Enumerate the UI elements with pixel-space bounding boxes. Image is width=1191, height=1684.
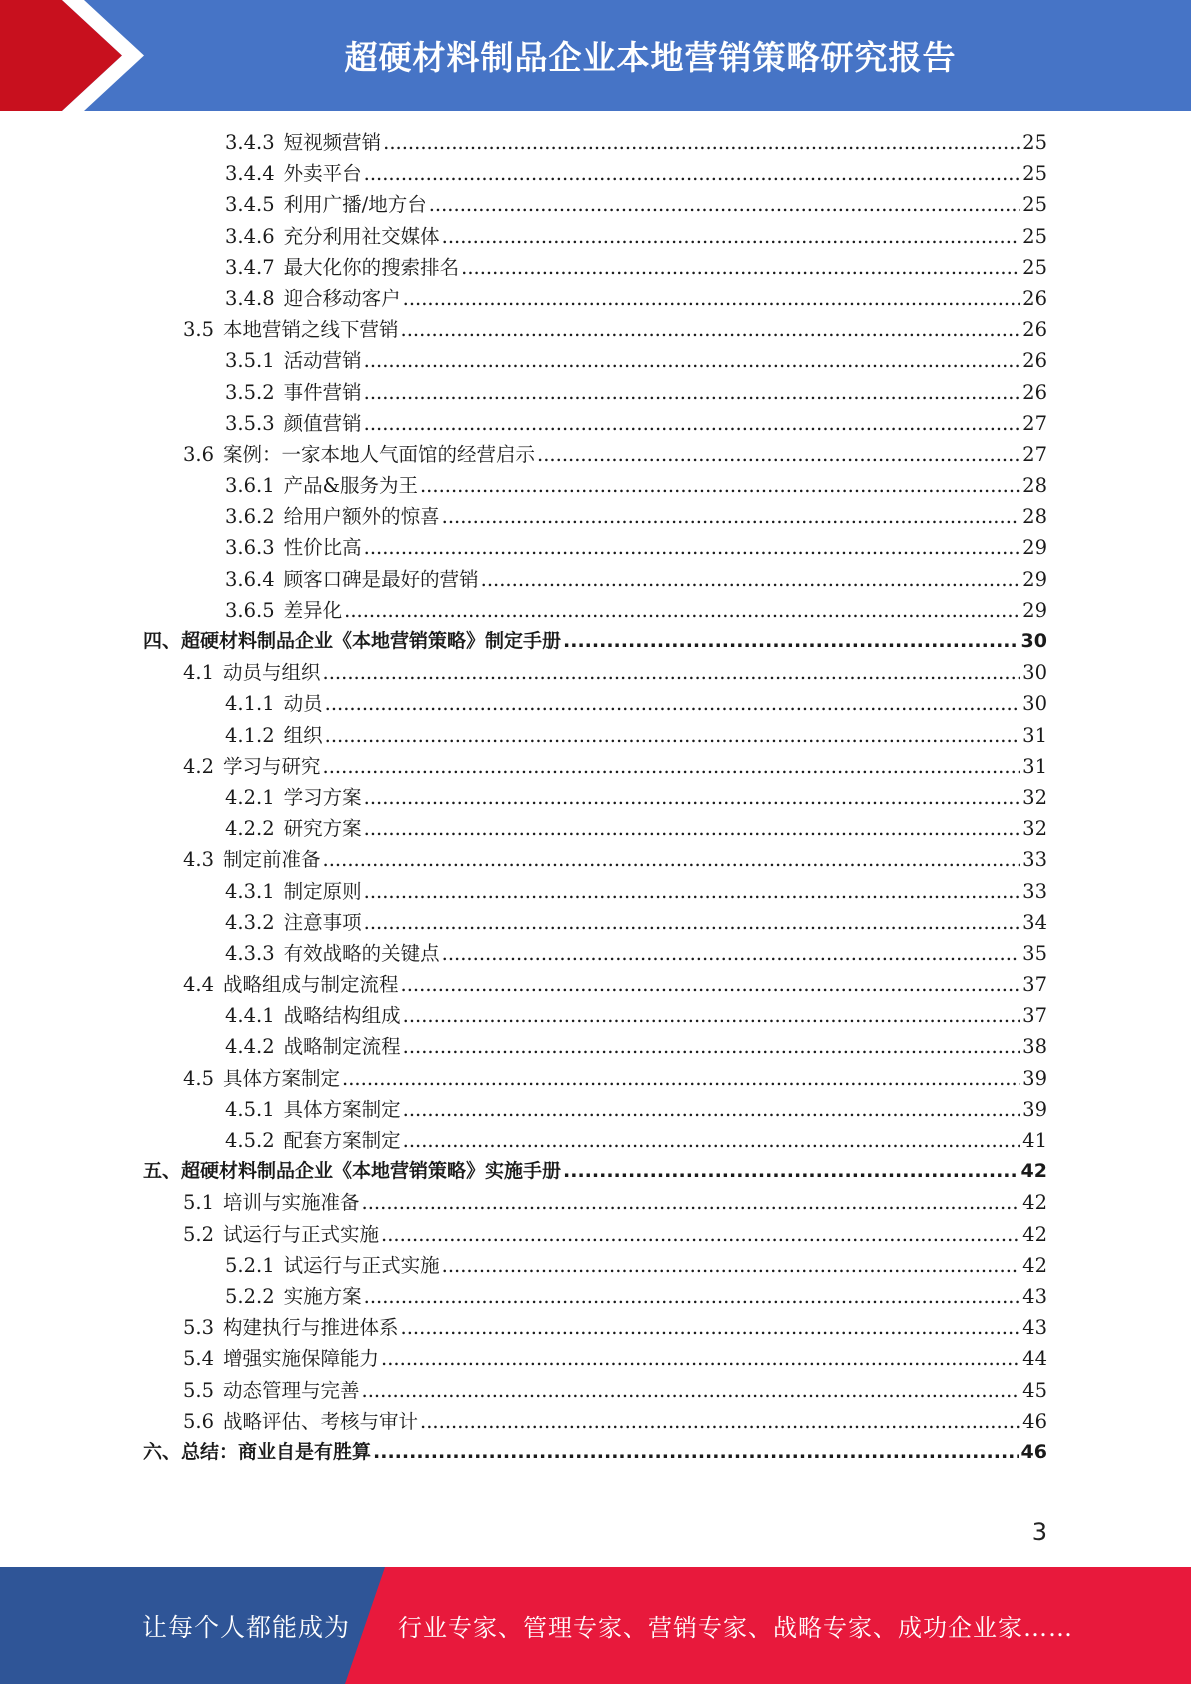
toc-entry[interactable] <box>143 1000 1047 1031</box>
toc-entry[interactable] <box>143 595 1047 626</box>
toc-entry-page: 42 <box>1022 1253 1047 1277</box>
toc-entry[interactable] <box>143 876 1047 907</box>
toc-entry-number: 3.4.8 <box>225 286 275 310</box>
toc-entry[interactable] <box>143 1437 1047 1468</box>
toc-entry-title: 利用广播/地方台 <box>283 193 427 217</box>
toc-dot-leader <box>325 688 1021 719</box>
toc-entry-page: 33 <box>1022 848 1047 872</box>
toc-entry-title: 有效战略的关键点 <box>283 941 440 965</box>
toc-entry-page: 43 <box>1022 1284 1047 1308</box>
toc-entry-number: 3.6.2 <box>225 505 275 529</box>
toc-dot-leader <box>442 221 1021 252</box>
toc-dot-leader <box>461 252 1020 283</box>
toc-entry[interactable] <box>143 1125 1047 1156</box>
toc-entry-title: 充分利用社交媒体 <box>283 224 440 248</box>
toc-entry[interactable] <box>143 688 1047 719</box>
toc-entry-page: 44 <box>1022 1347 1047 1371</box>
toc-dot-leader <box>344 595 1020 626</box>
toc-entry-page: 29 <box>1022 598 1047 622</box>
toc-entry-number: 3.4.4 <box>225 162 275 186</box>
toc-entry[interactable] <box>143 532 1047 563</box>
toc-entry-title: 顾客口碑是最好的营销 <box>283 567 479 591</box>
toc-entry-title: 注意事项 <box>283 910 362 934</box>
toc-entry-title: 培训与实施准备 <box>223 1191 360 1215</box>
toc-entry-number: 3.6.3 <box>225 536 275 560</box>
toc-entry-title: 案例：一家本地人气面馆的经营启示 <box>223 442 536 466</box>
toc-dot-leader <box>323 657 1021 688</box>
toc-dot-leader <box>403 283 1021 314</box>
toc-dot-leader <box>364 158 1021 189</box>
toc-entry-number: 3.5.2 <box>225 380 275 404</box>
toc-dot-leader <box>362 1375 1021 1406</box>
toc-entry[interactable] <box>143 470 1047 501</box>
toc-dot-leader <box>563 1156 1019 1187</box>
toc-entry-title: 颜值营销 <box>283 411 362 435</box>
toc-dot-leader <box>364 782 1021 813</box>
page-header <box>0 0 1191 111</box>
toc-dot-leader <box>401 1312 1021 1343</box>
toc-dot-leader <box>325 720 1021 751</box>
toc-entry-page: 25 <box>1022 193 1047 217</box>
toc-entry[interactable] <box>143 127 1047 158</box>
toc-entry[interactable] <box>143 938 1047 969</box>
toc-dot-leader <box>403 1000 1021 1031</box>
toc-entry-title: 战略组成与制定流程 <box>223 973 399 997</box>
toc-entry-title: 具体方案制定 <box>223 1066 341 1090</box>
toc-entry-page: 31 <box>1022 754 1047 778</box>
toc-entry-title: 最大化你的搜索排名 <box>283 255 460 279</box>
toc-dot-leader <box>362 1187 1021 1218</box>
toc-entry[interactable] <box>143 969 1047 1000</box>
toc-entry-page: 25 <box>1022 255 1047 279</box>
toc-entry-number: 3.4.6 <box>225 224 275 248</box>
toc-entry-page: 29 <box>1022 536 1047 560</box>
toc-entry-number: 4.2 <box>183 754 215 778</box>
toc-entry[interactable] <box>143 1343 1047 1374</box>
toc-dot-leader <box>381 1219 1020 1250</box>
toc-entry-number: 4.1.1 <box>225 692 275 716</box>
toc-dot-leader <box>342 1063 1020 1094</box>
toc-dot-leader <box>420 470 1020 501</box>
toc-dot-leader <box>481 564 1021 595</box>
toc-entry-number: 5.2.1 <box>225 1253 275 1277</box>
toc-entry-title: 事件营销 <box>283 380 362 404</box>
toc-dot-leader <box>442 1250 1021 1281</box>
toc-dot-leader <box>537 439 1020 470</box>
toc-entry[interactable] <box>143 1406 1047 1437</box>
toc-entry[interactable] <box>143 751 1047 782</box>
toc-entry-title: 学习与研究 <box>223 754 321 778</box>
footer-slogan-left: 让每个人都能成为 <box>142 1612 351 1642</box>
toc-entry-page: 27 <box>1022 411 1047 435</box>
toc-entry-title: 构建执行与推进体系 <box>223 1316 399 1340</box>
toc-entry-title: 试运行与正式实施 <box>223 1222 380 1246</box>
toc-entry-number: 4.4.1 <box>225 1004 275 1028</box>
toc-entry-page: 25 <box>1022 131 1047 154</box>
toc-entry-number: 3.6 <box>183 442 215 466</box>
toc-entry-number: 5.5 <box>183 1378 215 1402</box>
toc-entry-page: 33 <box>1022 879 1047 903</box>
toc-entry-number: 5.3 <box>183 1316 215 1340</box>
toc-entry-page: 37 <box>1022 1004 1047 1028</box>
toc-entry-title: 外卖平台 <box>283 162 362 186</box>
toc-entry-title: 战略评估、考核与审计 <box>223 1409 419 1433</box>
toc-entry-page: 34 <box>1022 910 1047 934</box>
toc-entry-title: 制定原则 <box>283 879 362 903</box>
toc-entry[interactable] <box>143 1219 1047 1250</box>
toc-entry-title: 短视频营销 <box>283 131 382 154</box>
toc-entry-title: 六、总结：商业自是有胜算 <box>143 1440 372 1463</box>
toc-entry-number: 5.6 <box>183 1409 215 1433</box>
toc-dot-leader <box>403 1125 1021 1156</box>
toc-entry-number: 3.6.4 <box>225 567 275 591</box>
toc-entry[interactable] <box>143 1281 1047 1312</box>
toc-dot-leader <box>403 1031 1021 1062</box>
toc-dot-leader <box>364 345 1021 376</box>
toc-entry-page: 32 <box>1022 785 1047 809</box>
toc-dot-leader <box>364 408 1021 439</box>
toc-entry-title: 研究方案 <box>283 817 362 841</box>
toc-entry[interactable] <box>143 1375 1047 1406</box>
toc-dot-leader <box>364 907 1021 938</box>
toc-entry-number: 4.1.2 <box>225 723 275 747</box>
toc-entry[interactable] <box>143 189 1047 220</box>
toc-dot-leader <box>364 876 1021 907</box>
toc-dot-leader <box>403 1094 1021 1125</box>
toc-entry-number: 4.3.2 <box>225 910 275 934</box>
toc-entry-number: 3.4.7 <box>225 255 275 279</box>
toc-entry-page: 30 <box>1022 692 1047 716</box>
toc-entry-page: 26 <box>1022 286 1047 310</box>
toc-entry-title: 学习方案 <box>283 785 362 809</box>
toc-entry-number: 4.2.2 <box>225 817 275 841</box>
toc-entry[interactable] <box>143 252 1047 283</box>
toc-entry[interactable] <box>143 377 1047 408</box>
toc-entry[interactable] <box>143 907 1047 938</box>
toc-entry-number: 4.3 <box>183 848 215 872</box>
page-number: 3 <box>1031 1518 1047 1546</box>
toc-entry-number: 4.4.2 <box>225 1035 275 1059</box>
toc-entry[interactable] <box>143 1250 1047 1281</box>
toc-entry-number: 3.6.1 <box>225 474 275 498</box>
toc-entry[interactable] <box>143 345 1047 376</box>
toc-entry-page: 37 <box>1022 973 1047 997</box>
toc-dot-leader <box>401 314 1021 345</box>
toc-entry[interactable] <box>143 844 1047 875</box>
toc-dot-leader <box>563 626 1019 657</box>
toc-entry-page: 26 <box>1022 318 1047 342</box>
toc-entry-page: 27 <box>1022 442 1047 466</box>
toc-entry-title: 配套方案制定 <box>283 1129 401 1152</box>
toc-entry-title: 迎合移动客户 <box>283 286 401 310</box>
toc-entry-number: 3.4.3 <box>225 131 275 154</box>
toc-entry-title: 性价比高 <box>283 536 362 560</box>
toc-entry-page: 42 <box>1020 1160 1047 1183</box>
toc-entry-page: 41 <box>1022 1129 1047 1152</box>
toc-entry[interactable] <box>143 1063 1047 1094</box>
table-of-contents <box>143 127 1047 1468</box>
toc-entry[interactable] <box>143 564 1047 595</box>
toc-entry-page: 28 <box>1022 474 1047 498</box>
toc-entry-number: 3.5.3 <box>225 411 275 435</box>
toc-entry-title: 组织 <box>283 723 323 747</box>
toc-dot-leader <box>442 501 1021 532</box>
toc-entry-page: 39 <box>1022 1066 1047 1090</box>
toc-entry[interactable] <box>143 314 1047 345</box>
toc-entry-page: 45 <box>1022 1378 1047 1402</box>
toc-entry-number: 4.3.1 <box>225 879 275 903</box>
toc-entry[interactable] <box>143 1156 1047 1187</box>
toc-entry-title: 战略结构组成 <box>283 1004 401 1028</box>
toc-entry-title: 活动营销 <box>283 349 362 373</box>
toc-entry-page: 38 <box>1022 1035 1047 1059</box>
toc-entry-page: 25 <box>1022 224 1047 248</box>
toc-entry[interactable] <box>143 501 1047 532</box>
toc-entry[interactable] <box>143 782 1047 813</box>
toc-entry-page: 31 <box>1022 723 1047 747</box>
toc-entry-number: 5.4 <box>183 1347 215 1371</box>
toc-entry-title: 动员与组织 <box>223 661 321 685</box>
toc-entry-page: 26 <box>1022 380 1047 404</box>
toc-entry[interactable] <box>143 813 1047 844</box>
toc-entry-number: 4.2.1 <box>225 785 275 809</box>
toc-entry-page: 30 <box>1022 661 1047 685</box>
toc-dot-leader <box>364 532 1021 563</box>
toc-entry[interactable] <box>143 1031 1047 1062</box>
toc-entry-page: 46 <box>1022 1409 1047 1433</box>
toc-entry-page: 32 <box>1022 817 1047 841</box>
toc-entry-title: 试运行与正式实施 <box>283 1253 440 1277</box>
toc-entry-title: 产品&服务为王 <box>283 474 418 498</box>
toc-entry-page: 46 <box>1020 1440 1047 1463</box>
toc-dot-leader <box>373 1437 1019 1468</box>
toc-entry-title: 战略制定流程 <box>283 1035 401 1059</box>
toc-entry[interactable] <box>143 1094 1047 1125</box>
toc-entry-page: 29 <box>1022 567 1047 591</box>
toc-dot-leader <box>364 813 1021 844</box>
toc-entry-number: 5.2 <box>183 1222 215 1246</box>
toc-entry-page: 43 <box>1022 1316 1047 1340</box>
toc-entry-number: 4.4 <box>183 973 215 997</box>
toc-entry-number: 3.6.5 <box>225 598 275 622</box>
toc-dot-leader <box>401 969 1021 1000</box>
toc-entry-page: 39 <box>1022 1097 1047 1121</box>
toc-entry-title: 本地营销之线下营销 <box>223 318 399 342</box>
toc-entry-title: 给用户额外的惊喜 <box>283 505 440 529</box>
toc-entry-page: 42 <box>1022 1191 1047 1215</box>
toc-entry-title: 实施方案 <box>283 1284 362 1308</box>
toc-entry-number: 4.3.3 <box>225 941 275 965</box>
toc-entry-page: 42 <box>1022 1222 1047 1246</box>
toc-entry-page: 30 <box>1020 630 1047 652</box>
toc-entry[interactable] <box>143 439 1047 470</box>
toc-entry-title: 具体方案制定 <box>283 1097 401 1121</box>
toc-dot-leader <box>381 1343 1020 1374</box>
toc-entry[interactable] <box>143 158 1047 189</box>
toc-entry-number: 3.5 <box>183 318 215 342</box>
toc-entry-page: 26 <box>1022 349 1047 373</box>
toc-entry-number: 3.5.1 <box>225 349 275 373</box>
toc-entry-number: 5.1 <box>183 1191 215 1215</box>
toc-dot-leader <box>420 1406 1020 1437</box>
toc-dot-leader <box>429 189 1020 220</box>
toc-entry-number: 4.5 <box>183 1066 215 1090</box>
toc-entry-page: 25 <box>1022 162 1047 186</box>
toc-entry[interactable] <box>143 1187 1047 1218</box>
toc-entry[interactable] <box>143 408 1047 439</box>
toc-entry[interactable] <box>143 221 1047 252</box>
toc-entry-page: 28 <box>1022 505 1047 529</box>
toc-entry-number: 4.5.1 <box>225 1097 275 1121</box>
toc-entry-number: 4.1 <box>183 661 215 685</box>
toc-entry-number: 3.4.5 <box>225 193 275 217</box>
toc-entry-title: 制定前准备 <box>223 848 321 872</box>
toc-entry-title: 差异化 <box>283 598 343 622</box>
toc-entry[interactable] <box>143 657 1047 688</box>
toc-entry[interactable] <box>143 626 1047 657</box>
footer-slogan-right: 行业专家、管理专家、营销专家、战略专家、成功企业家…… <box>398 1614 1073 1642</box>
toc-entry-number: 4.5.2 <box>225 1129 275 1152</box>
toc-entry-title: 动员 <box>283 692 323 716</box>
toc-entry-title: 四、超硬材料制品企业《本地营销策略》制定手册 <box>143 630 562 652</box>
page-footer <box>0 1567 1191 1684</box>
toc-dot-leader <box>323 751 1021 782</box>
toc-entry-title: 动态管理与完善 <box>223 1378 360 1402</box>
toc-entry[interactable] <box>143 720 1047 751</box>
toc-dot-leader <box>364 1281 1021 1312</box>
toc-dot-leader <box>383 127 1020 158</box>
report-title: 超硬材料制品企业本地营销策略研究报告 <box>344 38 957 77</box>
toc-entry-title: 五、超硬材料制品企业《本地营销策略》实施手册 <box>143 1160 562 1183</box>
toc-dot-leader <box>323 844 1021 875</box>
toc-entry-title: 增强实施保障能力 <box>223 1347 380 1371</box>
toc-entry[interactable] <box>143 283 1047 314</box>
toc-dot-leader <box>442 938 1021 969</box>
toc-dot-leader <box>364 377 1021 408</box>
toc-entry-number: 5.2.2 <box>225 1284 275 1308</box>
toc-entry[interactable] <box>143 1312 1047 1343</box>
toc-entry-page: 35 <box>1022 941 1047 965</box>
